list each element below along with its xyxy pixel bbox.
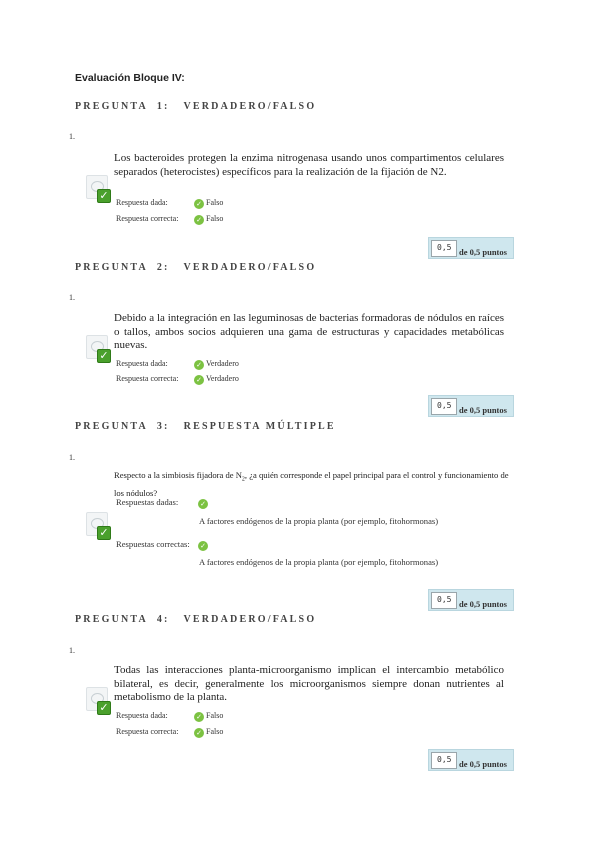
correct-question-icon (86, 335, 114, 365)
question-3-text-part2: , ¿a quién corresponde el papel principal para el control y funcionamiento de los nódulos? (114, 470, 509, 498)
correct-question-icon (86, 512, 114, 542)
given-answer-value: Verdadero (206, 359, 239, 368)
correct-question-icon (86, 175, 114, 205)
question-4-text: Todas las interacciones planta-microorganismo implican el intercambio metabólico bilateral, es decir, generalmente los microorganismos siempre donan nutrientes al metabolismo de la planta. (114, 664, 504, 703)
check-icon: ✓ (194, 199, 204, 209)
given-answers-label: Respuestas dadas: (116, 497, 179, 507)
given-answer-row (116, 198, 223, 209)
correct-answers-row (116, 539, 210, 551)
checkmark-badge-icon: ✓ (97, 349, 111, 363)
score-box (428, 749, 514, 771)
correct-answer-value: A factores endógenos de la propia planta (por ejemplo, fitohormonas) (199, 557, 439, 567)
question-4-number: 1. (69, 646, 75, 655)
given-answer-row (116, 711, 223, 722)
given-answer-value: Falso (206, 711, 224, 720)
question-1-number: 1. (69, 132, 75, 141)
check-icon: ✓ (194, 360, 204, 370)
score-input[interactable]: 0,5 (431, 240, 457, 257)
question-3-heading: PREGUNTA 3: RESPUESTA MÚLTIPLE (75, 421, 336, 432)
score-input[interactable]: 0,5 (431, 592, 457, 609)
score-max: de 0,5 puntos (459, 599, 507, 609)
question-3-subscript: 2 (241, 476, 245, 483)
given-answer-label: Respuesta dada: (116, 711, 168, 720)
correct-answer-label: Respuesta correcta: (116, 214, 179, 223)
check-icon: ✓ (194, 375, 204, 385)
question-3-number: 1. (69, 453, 75, 462)
score-input[interactable]: 0,5 (431, 752, 457, 769)
question-1-heading: PREGUNTA 1: VERDADERO/FALSO (75, 101, 317, 112)
score-max: de 0,5 puntos (459, 759, 507, 769)
check-icon: ✓ (194, 712, 204, 722)
correct-answer-label: Respuesta correcta: (116, 727, 179, 736)
score-max: de 0,5 puntos (459, 247, 507, 257)
correct-answer-value: Falso (206, 727, 224, 736)
score-box (428, 589, 514, 611)
question-2-heading: PREGUNTA 2: VERDADERO/FALSO (75, 262, 317, 273)
score-max: de 0,5 puntos (459, 405, 507, 415)
check-icon: ✓ (198, 541, 208, 551)
given-answer-row (116, 359, 239, 370)
score-box (428, 395, 514, 417)
correct-answers-label: Respuestas correctas: (116, 539, 190, 549)
correct-question-icon (86, 687, 114, 717)
score-input[interactable]: 0,5 (431, 398, 457, 415)
question-3-text (114, 469, 514, 500)
question-2-number: 1. (69, 293, 75, 302)
correct-answer-value: Falso (206, 214, 224, 223)
question-2-text: Debido a la integración en las leguminosas de bacterias formadoras de nódulos en raíces o tallos, ambos socios adquieren una gama de estructuras y capacidades metabólicas nuevas. (114, 312, 504, 351)
given-answer-value: A factores endógenos de la propia planta (por ejemplo, fitohormonas) (199, 516, 439, 526)
correct-answer-row (116, 374, 239, 385)
question-3-text-part1: Respecto a la simbiosis fijadora de N (114, 470, 242, 480)
checkmark-badge-icon: ✓ (97, 526, 111, 540)
given-answer-value: Falso (206, 198, 224, 207)
correct-answer-label: Respuesta correcta: (116, 374, 179, 383)
question-1-text: Los bacteroides protegen la enzima nitrogenasa usando unos compartimentos celulares separados (heterocistes) específicos para la realización de la fijación de N2. (114, 152, 504, 178)
given-answer-label: Respuesta dada: (116, 198, 168, 207)
given-answer-label: Respuesta dada: (116, 359, 168, 368)
question-4-heading: PREGUNTA 4: VERDADERO/FALSO (75, 614, 317, 625)
correct-answer-row (116, 214, 223, 225)
given-answers-row (116, 497, 210, 509)
check-icon: ✓ (194, 728, 204, 738)
correct-answer-row (116, 727, 223, 738)
correct-answer-value: Verdadero (206, 374, 239, 383)
checkmark-badge-icon: ✓ (97, 189, 111, 203)
check-icon: ✓ (194, 215, 204, 225)
check-icon: ✓ (198, 499, 208, 509)
score-box (428, 237, 514, 259)
page-title: Evaluación Bloque IV: (75, 72, 185, 84)
checkmark-badge-icon: ✓ (97, 701, 111, 715)
